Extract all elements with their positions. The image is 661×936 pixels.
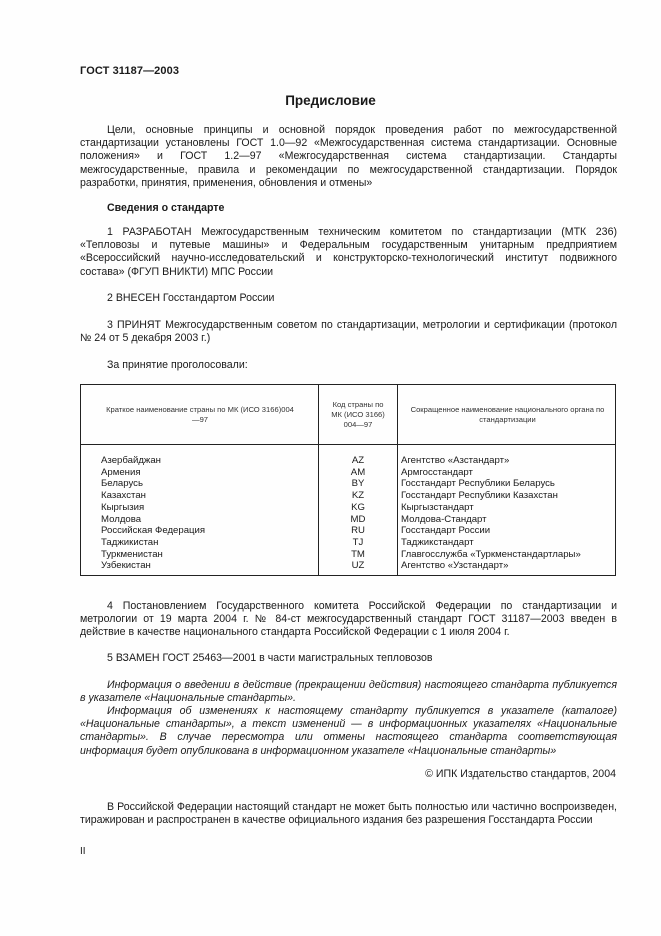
table-cell-body: Агентство «Азстандарт» — [401, 455, 510, 466]
table-cell-country: Азербайджан — [101, 455, 161, 466]
table-cell-code: RU — [351, 525, 365, 537]
page-title: Предисловие — [285, 93, 376, 108]
item-2-submitted: 2 ВНЕСЕН Госстандартом России — [107, 292, 275, 304]
copyright-line: © ИПК Издательство стандартов, 2004 — [425, 768, 616, 780]
item-1-developed: 1 РАЗРАБОТАН Межгосударственным техническим комитетом по стандартизации (МТК 236) «Тепловозы и путевые машины» и Федеральным государственным унитарным предприятием «Всероссийский научно-исследовательский и конструкторско-технологический институт подвижного состава» (ФГУП ВНИКТИ) МПС России — [80, 226, 617, 278]
voted-label: За принятие проголосовали: — [107, 359, 248, 371]
country-column — [101, 455, 205, 572]
table-cell-body: Госстандарт России — [401, 525, 491, 537]
table-cell-country: Узбекистан — [101, 560, 151, 572]
table-cell-country: Российская Федерация — [101, 525, 206, 537]
table-cell-body: Госстандарт Республики Казахстан — [401, 490, 558, 502]
page-number: II — [80, 846, 86, 857]
item-4-enacted: 4 Постановлением Государственного комитета Российской Федерации по стандартизации и метрологии от 19 марта 2004 г. № 84-ст межгосударственный стандарт ГОСТ 31187—2003 введен в действие в качестве национального стандарта Российской Федерации с 1 июля 2004 г. — [80, 600, 617, 639]
table-cell-body: Госстандарт Республики Беларусь — [401, 478, 555, 490]
body-column — [401, 455, 581, 572]
info-heading: Сведения о стандарте — [107, 202, 225, 214]
table-cell-body: Агентство «Узстандарт» — [401, 560, 509, 572]
table-cell-code: BY — [351, 478, 365, 490]
table-cell-code: AZ — [351, 455, 365, 466]
table-cell-body: Молдова-Стандарт — [401, 513, 487, 525]
table-cell-country: Армения — [101, 466, 141, 478]
table-cell-country: Туркменистан — [101, 548, 163, 560]
table-cell-body: Главгосслужба «Туркменстандартлары» — [401, 548, 581, 560]
table-cell-country: Кыргызия — [101, 501, 145, 513]
notice-changes: Информация об изменениях к настоящему стандарту публикуется в указателе (каталоге) «Национальные стандарты», а текст изменений — в информационных указателях «Национальные стандарты». В случае пересмотра или отмены настоящего стандарта соответствующая информация будет опубликована в информационном указателе «Национальные стандарты» — [80, 705, 617, 757]
table-cell-body: Таджикстандарт — [401, 536, 474, 548]
table-cell-code: TJ — [352, 536, 364, 548]
table-cell-body: Армгосстандарт — [401, 466, 473, 478]
rights-notice: В Российской Федерации настоящий стандарт не может быть полностью или частично воспроизведен, тиражирован и распространен в качестве официального издания без разрешения Госстандарта России — [80, 801, 617, 827]
notice-publication: Информация о введении в действие (прекращении действия) настоящего стандарта публикуется в указателе «Национальные стандарты». — [80, 679, 617, 705]
item-3-adopted: 3 ПРИНЯТ Межгосударственным советом по стандартизации, метрологии и сертификации (протокол № 24 от 5 декабря 2003 г.) — [80, 319, 617, 345]
table-cell-code: MD — [350, 513, 366, 525]
table-cell-country: Таджикистан — [101, 536, 159, 548]
header-country: Краткое наименование страны по МК (ИСО 3166)004—97 — [106, 404, 294, 424]
table-cell-body: Кыргызстандарт — [401, 501, 474, 513]
table-cell-code: KZ — [351, 490, 365, 502]
intro-paragraph: Цели, основные принципы и основной порядок проведения работ по межгосударственной стандартизации установлены ГОСТ 1.0—92 «Межгосударственная система стандартизации. Основные положения» и ГОСТ 1.2—97 «Межгосударственная система стандартизации. Стандарты межгосударственные, правила и рекомендации по межгосударственной стандартизации. Порядок разработки, принятия, применения, обновления и отмены» — [80, 124, 617, 189]
document-header: ГОСТ 31187—2003 — [80, 65, 180, 77]
table-cell-code: KG — [351, 501, 365, 513]
voting-table — [80, 384, 616, 576]
code-column — [319, 455, 397, 572]
header-code: Код страны по МК (ИСО 3166) 004—97 — [331, 399, 385, 429]
table-cell-code: AM — [350, 466, 366, 478]
table-cell-code: UZ — [351, 560, 365, 572]
item-5-replaces: 5 ВЗАМЕН ГОСТ 25463—2001 в части магистральных тепловозов — [107, 652, 433, 664]
header-body: Сокращенное наименование национального органа по стандартизации — [410, 404, 605, 424]
table-cell-country: Беларусь — [101, 478, 143, 490]
table-cell-code: TM — [351, 548, 365, 560]
table-cell-country: Казахстан — [101, 490, 146, 502]
table-cell-country: Молдова — [101, 513, 142, 525]
